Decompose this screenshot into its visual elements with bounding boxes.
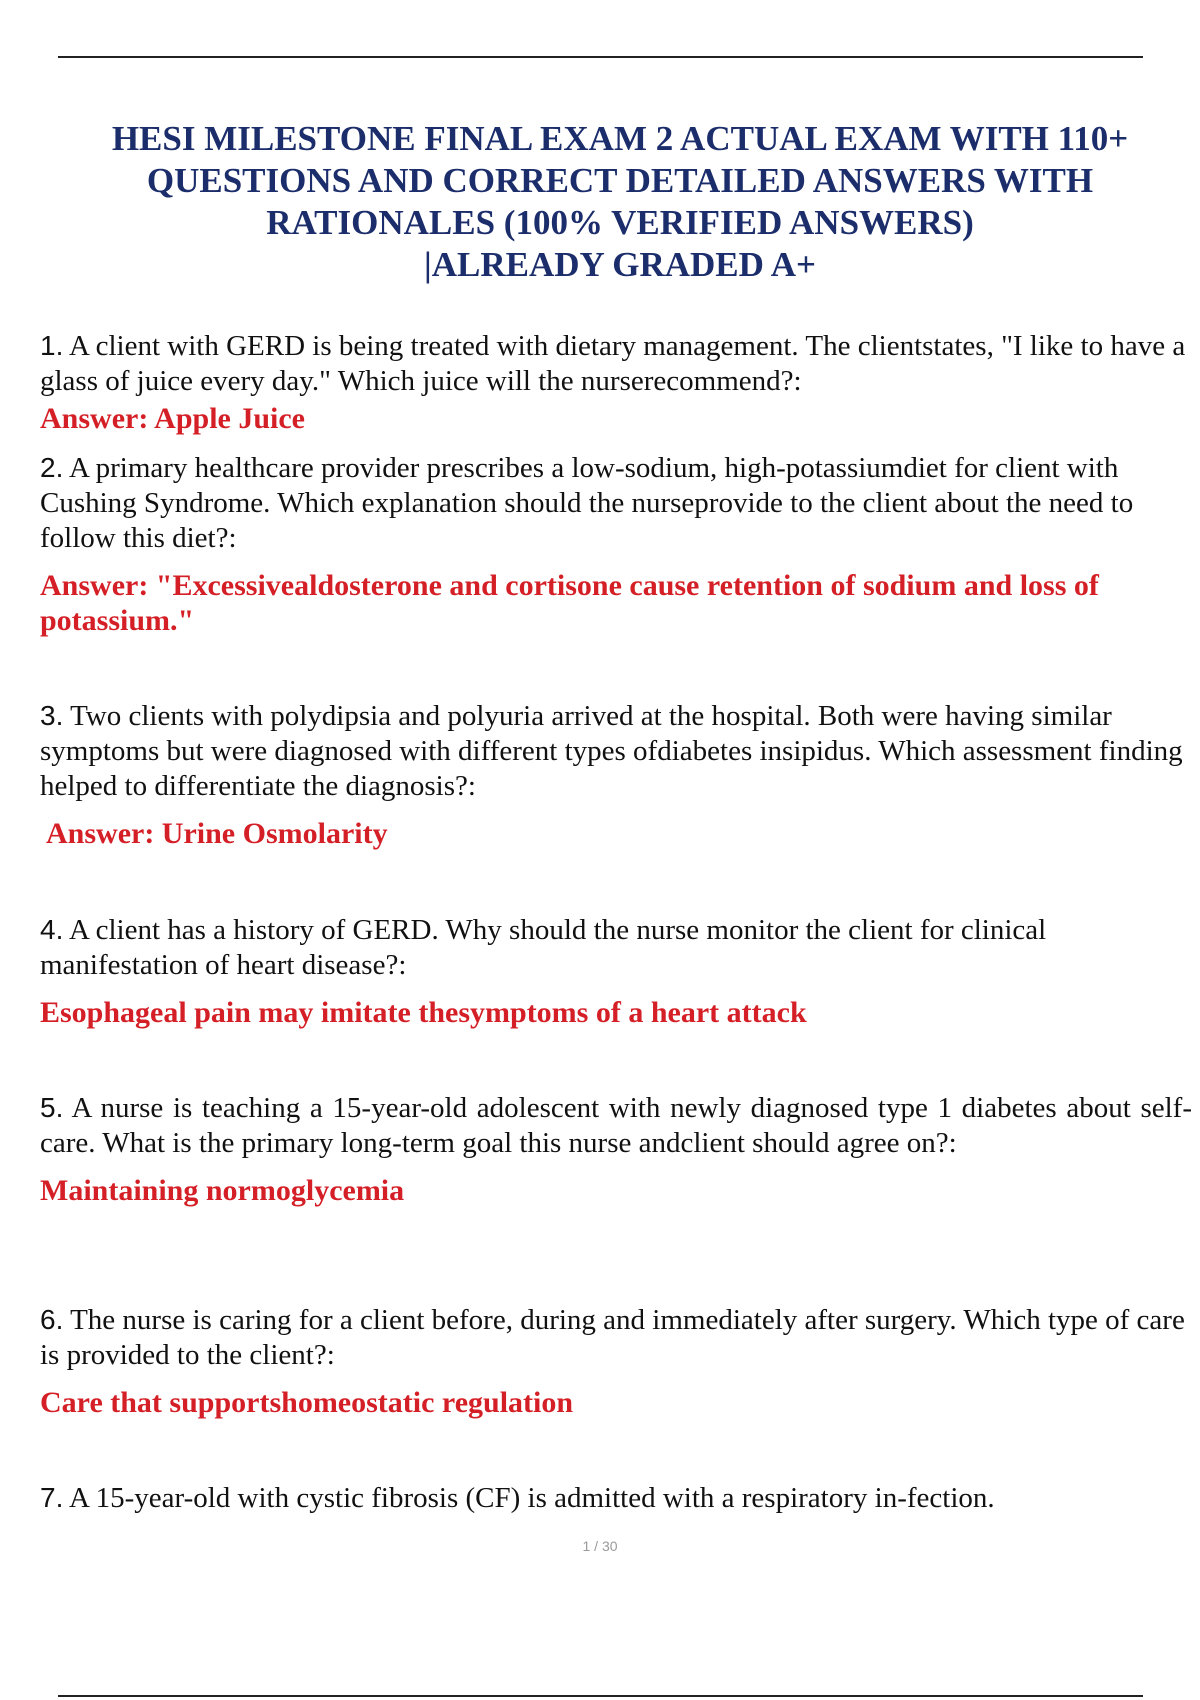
answer-text: Esophageal pain may imitate thesymptoms of a heart attack <box>40 996 807 1029</box>
question-number: 3. <box>40 700 64 731</box>
question-3 <box>40 698 1192 851</box>
title-line: RATIONALES (100% VERIFIED ANSWERS) <box>266 203 974 242</box>
answer-text: Answer: "Excessivealdosterone and cortisone cause retention of sodium and loss of potassium." <box>40 569 1099 637</box>
question-text: 6. The nurse is caring for a client before, during and immediately after surgery. Which type of care is provided to the client?: <box>40 1304 1185 1371</box>
question-text: 1. A client with GERD is being treated with dietary management. The clientstates, "I like to have a glass of juice every day." Which juice will the nurserecommend?: <box>40 330 1186 397</box>
bottom-rule <box>58 1695 1143 1697</box>
question-number: 2. <box>40 452 64 483</box>
top-rule <box>58 56 1143 58</box>
question-number: 1. <box>40 330 64 361</box>
question-text: 3. Two clients with polydipsia and polyuria arrived at the hospital. Both were having similar symptoms but were diagnosed with different types ofdiabetes insipidus. Which assessment finding helped to differentiate the diagnosis?: <box>40 700 1183 802</box>
title-line: HESI MILESTONE FINAL EXAM 2 ACTUAL EXAM WITH 110+ <box>111 119 1129 158</box>
question-7 <box>40 1480 1192 1516</box>
question-6 <box>40 1302 1192 1420</box>
question-text: 2. A primary healthcare provider prescribes a low-sodium, high-potassiumdiet for client with Cushing Syndrome. Which explanation should the nurseprovide to the client about the need to follow this diet?: <box>40 452 1134 554</box>
question-number: 6. <box>40 1304 64 1335</box>
question-text: 7. A 15-year-old with cystic fibrosis (CF) is admitted with a respiratory in-fection. <box>40 1482 995 1514</box>
answer-text: Answer: Apple Juice <box>40 402 305 435</box>
title-line: |ALREADY GRADED A+ <box>424 245 816 284</box>
question-4 <box>40 912 1192 1030</box>
question-1 <box>40 328 1192 436</box>
title-line: QUESTIONS AND CORRECT DETAILED ANSWERS WITH <box>146 161 1094 200</box>
question-number: 7. <box>40 1482 64 1513</box>
question-number: 5. <box>40 1092 64 1123</box>
question-2 <box>40 450 1192 638</box>
answer-text: Maintaining normoglycemia <box>40 1174 405 1207</box>
question-text: 5. A nurse is teaching a 15-year-old adolescent with newly diagnosed type 1 diabetes about self-care. What is the primary long-term goal this nurse andclient should agree on?: <box>40 1092 1192 1159</box>
answer-text: Care that supportshomeostatic regulation <box>40 1386 574 1419</box>
question-text: 4. A client has a history of GERD. Why should the nurse monitor the client for clinical manifestation of heart disease?: <box>40 914 1047 981</box>
page-indicator: 1 / 30 <box>582 1538 618 1554</box>
document-title <box>40 118 1200 286</box>
answer-text: Answer: Urine Osmolarity <box>46 817 388 850</box>
question-5 <box>40 1090 1192 1208</box>
question-number: 4. <box>40 914 64 945</box>
